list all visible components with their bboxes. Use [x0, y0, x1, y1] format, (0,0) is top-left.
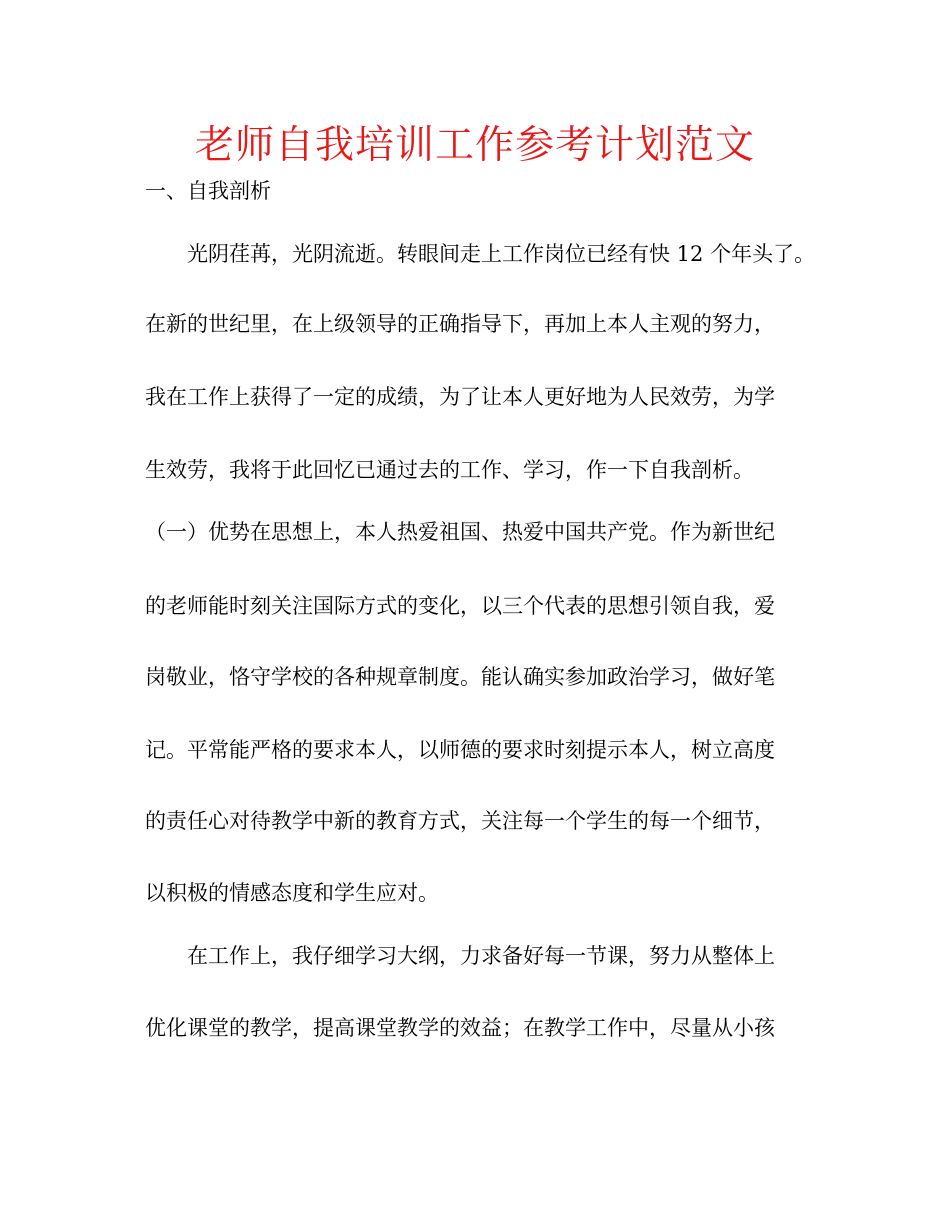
document-title: 老师自我培训工作参考计划范文 [194, 123, 755, 168]
section-heading: 一、自我剖析 [145, 179, 271, 203]
paragraph-line: 记。平常能严格的要求本人，以师德的要求时刻提示本人，树立高度 [145, 738, 775, 762]
paragraph-line: 以积极的情感态度和学生应对。 [145, 881, 439, 905]
paragraph-line: 我在工作上获得了一定的成绩，为了让本人更好地为人民效劳，为学 [145, 385, 775, 409]
paragraph-line: 生效劳，我将于此回忆已通过去的工作、学习，作一下自我剖析。 [145, 458, 754, 482]
paragraph-line: 优化课堂的教学，提高课堂教学的效益；在教学工作中，尽量从小孩 [145, 1016, 775, 1040]
paragraph-line: 的老师能时刻关注国际方式的变化，以三个代表的思想引领自我，爱 [145, 594, 775, 618]
paragraph-line: （一）优势在思想上，本人热爱祖国、热爱中国共产党。作为新世纪 [145, 520, 775, 544]
paragraph-line: 岗敬业，恪守学校的各种规章制度。能认确实参加政治学习，做好笔 [145, 665, 775, 689]
paragraph-line: 在工作上，我仔细学习大纲，力求备好每一节课，努力从整体上 [187, 944, 775, 968]
paragraph-line: 的责任心对待教学中新的教育方式，关注每一个学生的每一个细节， [145, 809, 775, 833]
paragraph-line: 在新的世纪里，在上级领导的正确指导下，再加上本人主观的努力， [145, 312, 775, 336]
paragraph-line: 光阴荏苒，光阴流逝。转眼间走上工作岗位已经有快 12 个年头了。 [187, 242, 816, 266]
